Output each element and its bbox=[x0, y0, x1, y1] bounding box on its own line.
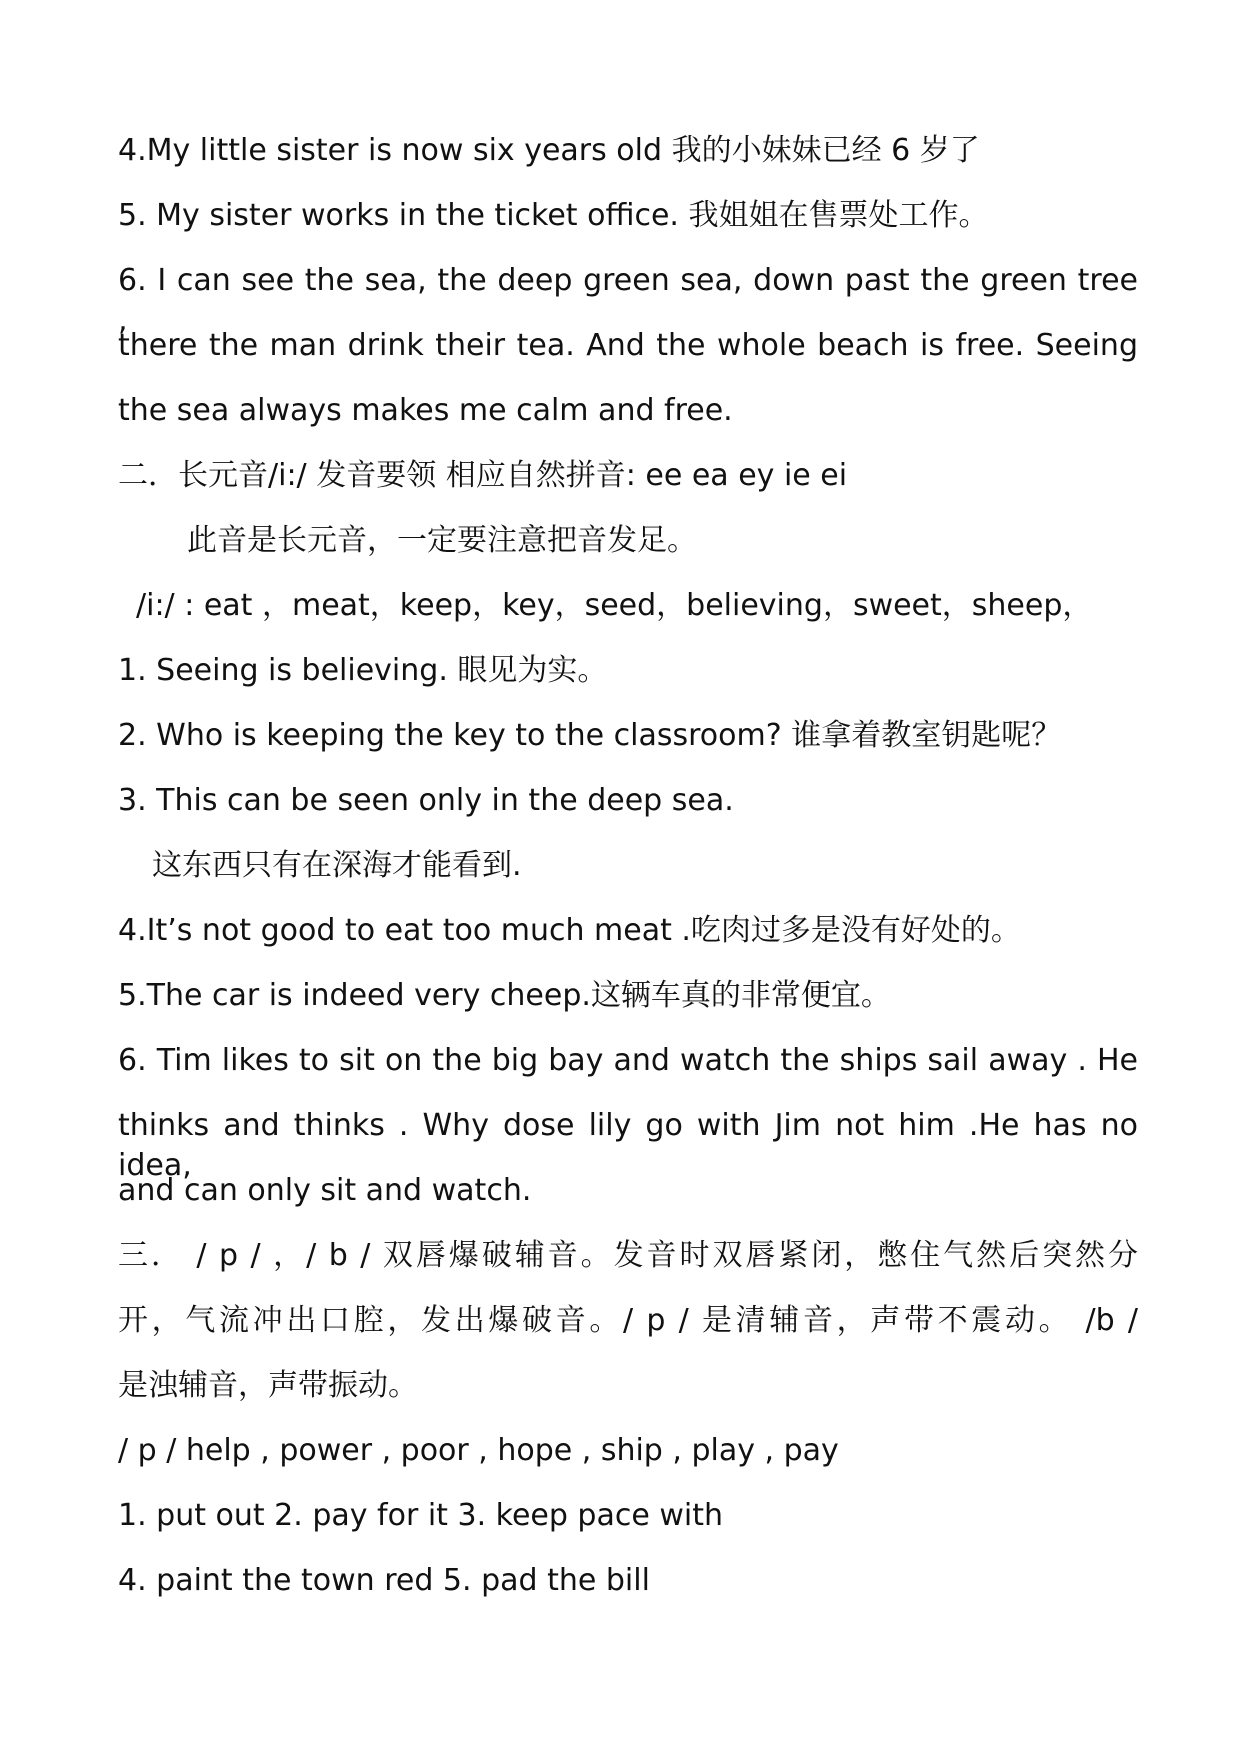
text-line: 4.It’s not good to eat too much meat .吃肉过多是没有好处的。 bbox=[118, 913, 1021, 948]
text-line: 6. I can see the sea, the deep green sea, down past the green tree , bbox=[118, 263, 1138, 338]
text-line: / p / help , power , poor , hope , ship , play , pay bbox=[118, 1433, 839, 1468]
text-line: 6. Tim likes to sit on the big bay and watch the ships sail away . He bbox=[118, 1043, 1138, 1078]
section-heading: 二．长元音/i:/ 发音要领 相应自然拼音: ee ea ey ie ei bbox=[118, 458, 848, 493]
text-line: 此音是长元音，一定要注意把音发足。 bbox=[187, 523, 697, 558]
text-line: there the man drink their tea. And the whole beach is free. Seeing bbox=[118, 328, 1138, 363]
text-line: 开，气流冲出口腔，发出爆破音。/ p / 是清辅音，声带不震动。 /b / bbox=[118, 1303, 1138, 1338]
text-line: 是浊辅音，声带振动。 bbox=[118, 1368, 418, 1403]
text-line: 4. paint the town red 5. pad the bill bbox=[118, 1563, 650, 1598]
text-line: thinks and thinks . Why dose lily go with Jim not him .He has no idea, bbox=[118, 1108, 1138, 1183]
text-line: 2. Who is keeping the key to the classroom? 谁拿着教室钥匙呢？ bbox=[118, 718, 1062, 753]
text-line: 1. put out 2. pay for it 3. keep pace with bbox=[118, 1498, 723, 1533]
text-line: the sea always makes me calm and free. bbox=[118, 393, 733, 428]
text-line: and can only sit and watch. bbox=[118, 1173, 532, 1208]
text-line: 4.My little sister is now six years old 我的小妹妹已经 6 岁了 bbox=[118, 133, 980, 168]
text-line: 5. My sister works in the ticket office. 我姐姐在售票处工作。 bbox=[118, 198, 989, 233]
text-line: 这东西只有在深海才能看到. bbox=[152, 848, 522, 883]
text-line: /i:/ : eat ，meat，keep，key，seed，believing，sweet，sheep， bbox=[136, 588, 1093, 623]
text-line: 5.The car is indeed very cheep.这辆车真的非常便宜。 bbox=[118, 978, 891, 1013]
text-line: 1. Seeing is believing. 眼见为实。 bbox=[118, 653, 608, 688]
section-heading: 三． / p / ，/ b / 双唇爆破辅音。发音时双唇紧闭，憋住气然后突然分 bbox=[118, 1238, 1138, 1273]
text-line: 3. This can be seen only in the deep sea. bbox=[118, 783, 734, 818]
